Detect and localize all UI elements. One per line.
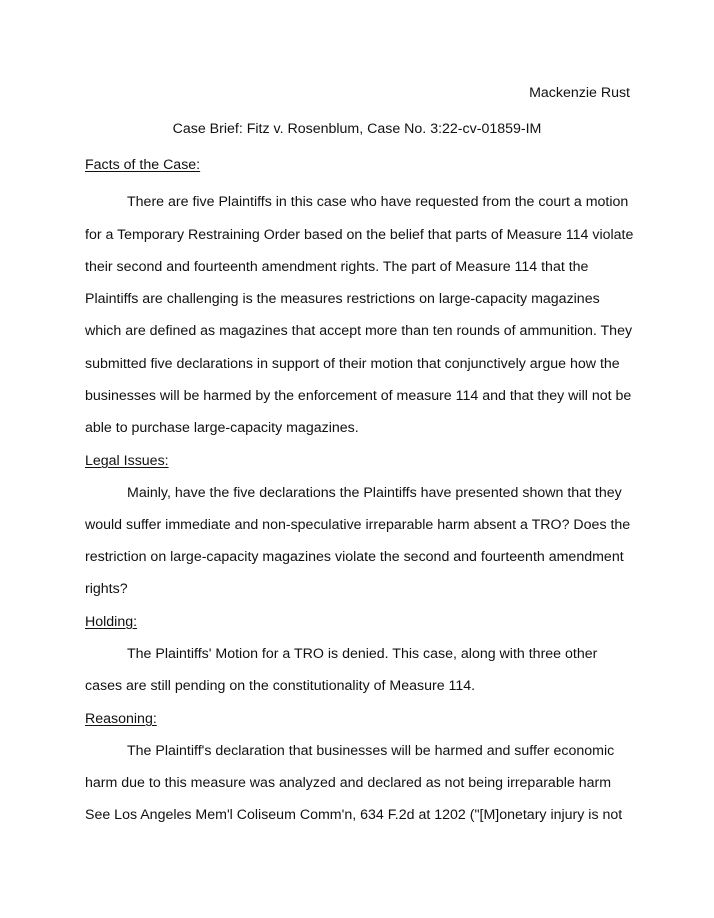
facts-line: businesses will be harmed by the enforcement of measure 114 and that they will not be <box>85 388 632 404</box>
facts-heading: Facts of the Case: <box>85 157 201 173</box>
reasoning-line: See Los Angeles Mem'l Coliseum Comm'n, 634 F.2d at 1202 ("[M]onetary injury is not <box>85 807 623 823</box>
reasoning-line: harm due to this measure was analyzed and declared as not being irreparable harm <box>85 775 612 791</box>
legal-issues-line: would suffer immediate and non-speculative irreparable harm absent a TRO? Does the <box>85 517 631 533</box>
legal-issues-line: restriction on large-capacity magazines violate the second and fourteenth amendment <box>85 549 624 565</box>
author-name: Mackenzie Rust <box>529 85 630 101</box>
holding-line: cases are still pending on the constitutionality of Measure 114. <box>85 678 476 694</box>
legal-issues-line: rights? <box>85 581 128 597</box>
facts-line: for a Temporary Restraining Order based on the belief that parts of Measure 114 violate <box>85 227 634 243</box>
facts-line: their second and fourteenth amendment rights. The part of Measure 114 that the <box>85 259 589 275</box>
reasoning-line: The Plaintiff's declaration that businesses will be harmed and suffer economic <box>127 743 615 759</box>
document-title: Case Brief: Fitz v. Rosenblum, Case No. 3:22-cv-01859-IM <box>172 121 542 137</box>
facts-line: which are defined as magazines that accept more than ten rounds of ammunition. They <box>85 323 633 339</box>
holding-line: The Plaintiffs' Motion for a TRO is denied. This case, along with three other <box>127 646 598 662</box>
reasoning-heading: Reasoning: <box>85 711 157 727</box>
legal-issues-line: Mainly, have the five declarations the Plaintiffs have presented shown that they <box>127 485 622 501</box>
facts-line: submitted five declarations in support of their motion that conjunctively argue how the <box>85 356 620 372</box>
legal-issues-heading: Legal Issues: <box>85 453 169 469</box>
facts-line: There are five Plaintiffs in this case who have requested from the court a motion <box>127 194 629 210</box>
holding-heading: Holding: <box>85 614 138 630</box>
facts-line: Plaintiffs are challenging is the measures restrictions on large-capacity magazines <box>85 291 600 307</box>
facts-line: able to purchase large-capacity magazines. <box>85 420 359 436</box>
